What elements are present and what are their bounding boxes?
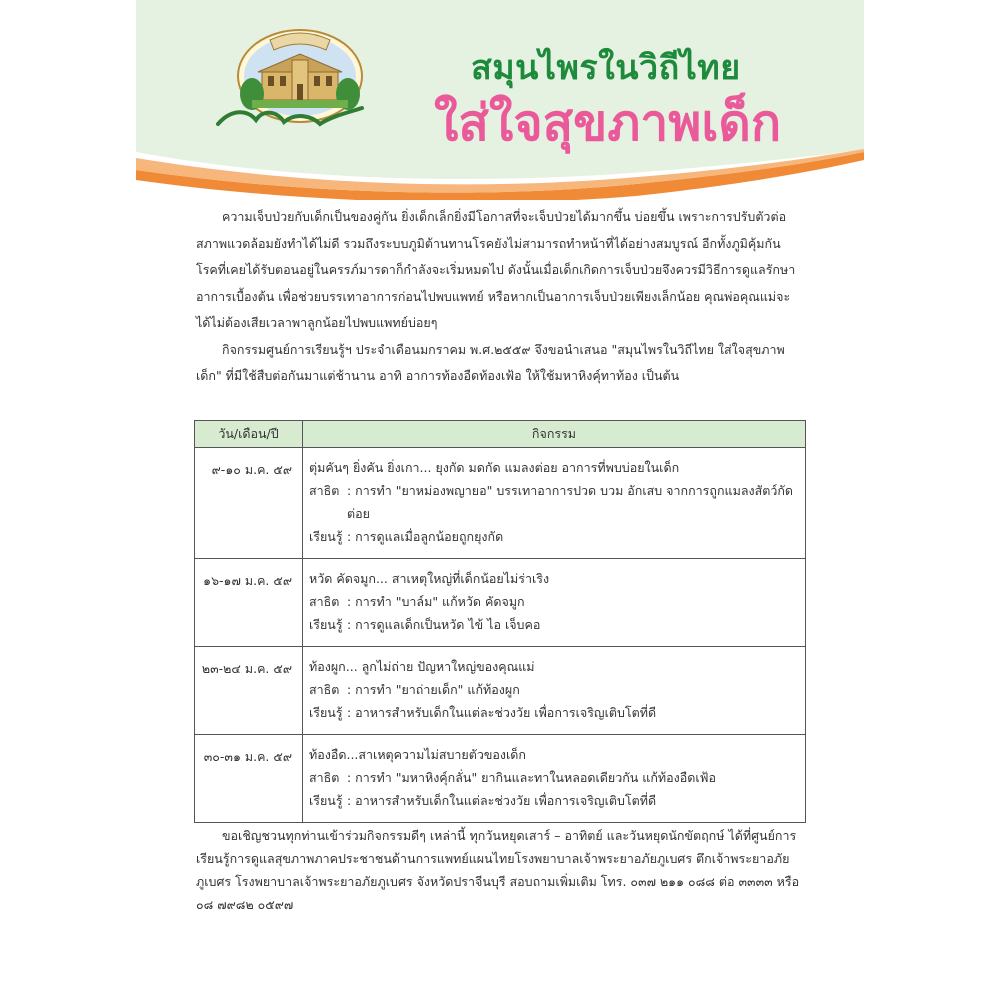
activity-topic: ท้องอืด...สาเหตุความไม่สบายตัวของเด็ก: [309, 747, 526, 762]
learn-line: [309, 613, 795, 636]
hospital-building-logo: [212, 24, 372, 136]
demo-line: [309, 678, 795, 701]
demo-text: : การทำ "มหาหิงคุ์กลั่น" ยากินและทาในหลอดเดียวกัน แก้ท้องอืดเฟ้อ: [347, 770, 717, 785]
header-banner: [136, 0, 864, 200]
document-page: [136, 0, 864, 1000]
activity-cell: [303, 647, 806, 735]
table-row: [195, 647, 806, 735]
learn-label: เรียนรู้: [309, 793, 343, 808]
learn-line: [309, 525, 795, 548]
date-cell: ๑๖-๑๗ ม.ค. ๕๙: [195, 559, 303, 647]
closing-text: [196, 824, 801, 916]
date-cell: ๓๐-๓๑ ม.ค. ๕๙: [195, 735, 303, 823]
table-header-row: [195, 421, 806, 448]
learn-text: : อาหารสำหรับเด็กในแต่ละช่วงวัย เพื่อการเจริญเติบโตที่ดี: [347, 705, 657, 720]
learn-line: [309, 789, 795, 812]
table-row: [195, 559, 806, 647]
learn-line: [309, 701, 795, 724]
demo-line: [309, 590, 795, 613]
header-date: วัน/เดือน/ปี: [195, 421, 303, 448]
activity-cell: [303, 735, 806, 823]
table-row: [195, 448, 806, 559]
activity-schedule-table: [194, 420, 806, 823]
demo-label: สาธิต: [309, 770, 340, 785]
demo-text: : การทำ "บาล์ม" แก้หวัด คัดจมูก: [347, 594, 525, 609]
activity-cell: [303, 559, 806, 647]
learn-label: เรียนรู้: [309, 617, 343, 632]
learn-text: : การดูแลเด็กเป็นหวัด ไข้ ไอ เจ็บคอ: [347, 617, 541, 632]
activity-topic: ตุ่มคันๆ ยิ่งคัน ยิ่งเกา... ยุงกัด มดกัด แมลงต่อย อาการที่พบบ่อยในเด็ก: [309, 460, 680, 475]
activity-topic: หวัด คัดจมูก... สาเหตุใหญ่ที่เด็กน้อยไม่ร่าเริง: [309, 571, 550, 586]
demo-line: [309, 479, 795, 502]
activity-topic: ท้องผูก... ลูกไม่ถ่าย ปัญหาใหญ่ของคุณแม่: [309, 659, 535, 674]
learn-text: : การดูแลเมื่อลูกน้อยถูกยุงกัด: [347, 529, 504, 544]
demo-label: สาธิต: [309, 682, 340, 697]
demo-text: : การทำ "ยาถ่ายเด็ก" แก้ท้องผูก: [347, 682, 520, 697]
demo-text: : การทำ "ยาหม่องพญายอ" บรรเทาอาการปวด บวม อักเสบ จากการถูกแมลงสัตว์กัด: [347, 483, 794, 498]
demo-continuation: ต่อย: [347, 506, 370, 521]
activity-cell: [303, 448, 806, 559]
intro-paragraph-2: กิจกรรมศูนย์การเรียนรู้ฯ ประจำเดือนมกราคม พ.ศ.๒๕๕๙ จึงขอนำเสนอ "สมุนไพรในวิถีไทย ใส่ใจสุขภาพเด็ก" ที่มีใช้สืบต่อกันมาแต่ช้านาน อาทิ อาการท้องอืดท้องเฟ้อ ให้ใช้มหาหิงคุ์ทาท้อง เป็นต้น: [196, 341, 785, 383]
title-line-1: สมุนไพรในวิถีไทย: [471, 48, 741, 88]
intro-text: [196, 204, 801, 390]
title-line-2: ใส่ใจสุขภาพเด็ก: [434, 94, 782, 152]
header-activity: กิจกรรม: [303, 421, 806, 448]
date-cell: ๙-๑๐ ม.ค. ๕๙: [195, 448, 303, 559]
demo-label: สาธิต: [309, 483, 340, 498]
table-row: [195, 735, 806, 823]
learn-text: : อาหารสำหรับเด็กในแต่ละช่วงวัย เพื่อการเจริญเติบโตที่ดี: [347, 793, 657, 808]
demo-line: [309, 766, 795, 789]
date-cell: ๒๓-๒๔ ม.ค. ๕๙: [195, 647, 303, 735]
learn-label: เรียนรู้: [309, 705, 343, 720]
closing-paragraph: ขอเชิญชวนทุกท่านเข้าร่วมกิจกรรมดีๆ เหล่านี้ ทุกวันหยุดเสาร์ – อาทิตย์ และวันหยุดนักขัตฤกษ์ ได้ที่ศูนย์การเรียนรู้การดูแลสุขภาพภาคประชาชนด้านการแพทย์แผนไทยโรงพยาบาลเจ้าพระยาอภัยภูเบศร ตึกเจ้าพระยาอภัยภูเบศร โรงพยาบาลเจ้าพระยาอภัยภูเบศร จังหวัดปราจีนบุรี สอบถามเพิ่มเติม โทร. ๐๓๗ ๒๑๑ ๐๘๘ ต่อ ๓๓๓๓ หรือ ๐๘ ๗๙๘๒ ๐๕๙๗: [196, 828, 800, 912]
learn-label: เรียนรู้: [309, 529, 343, 544]
demo-label: สาธิต: [309, 594, 340, 609]
intro-paragraph-1: ความเจ็บป่วยกับเด็กเป็นของคู่กัน ยิ่งเด็กเล็กยิ่งมีโอกาสที่จะเจ็บป่วยได้มากขึ้น บ่อยขึ้น เพราะการปรับตัวต่อสภาพแวดล้อมยังทำได้ไม่ดี รวมถึงระบบภูมิต้านทานโรคยังไม่สามารถทำหน้าที่ได้อย่างสมบูรณ์ อีกทั้งภูมิคุ้มกันโรคที่เคยได้รับตอนอยู่ในครรภ์มารดาก็กำลังจะเริ่มหมดไป ดังนั้นเมื่อเด็กเกิดการเจ็บป่วยจึงควรมีวิธีการดูแลรักษาอาการเบื้องต้น เพื่อช่วยบรรเทาอาการก่อนไปพบแพทย์ หรือหากเป็นอาการเจ็บป่วยเพียงเล็กน้อย คุณพ่อคุณแม่จะได้ไม่ต้องเสียเวลาพาลูกน้อยไปพบแพทย์บ่อยๆ: [196, 209, 796, 330]
